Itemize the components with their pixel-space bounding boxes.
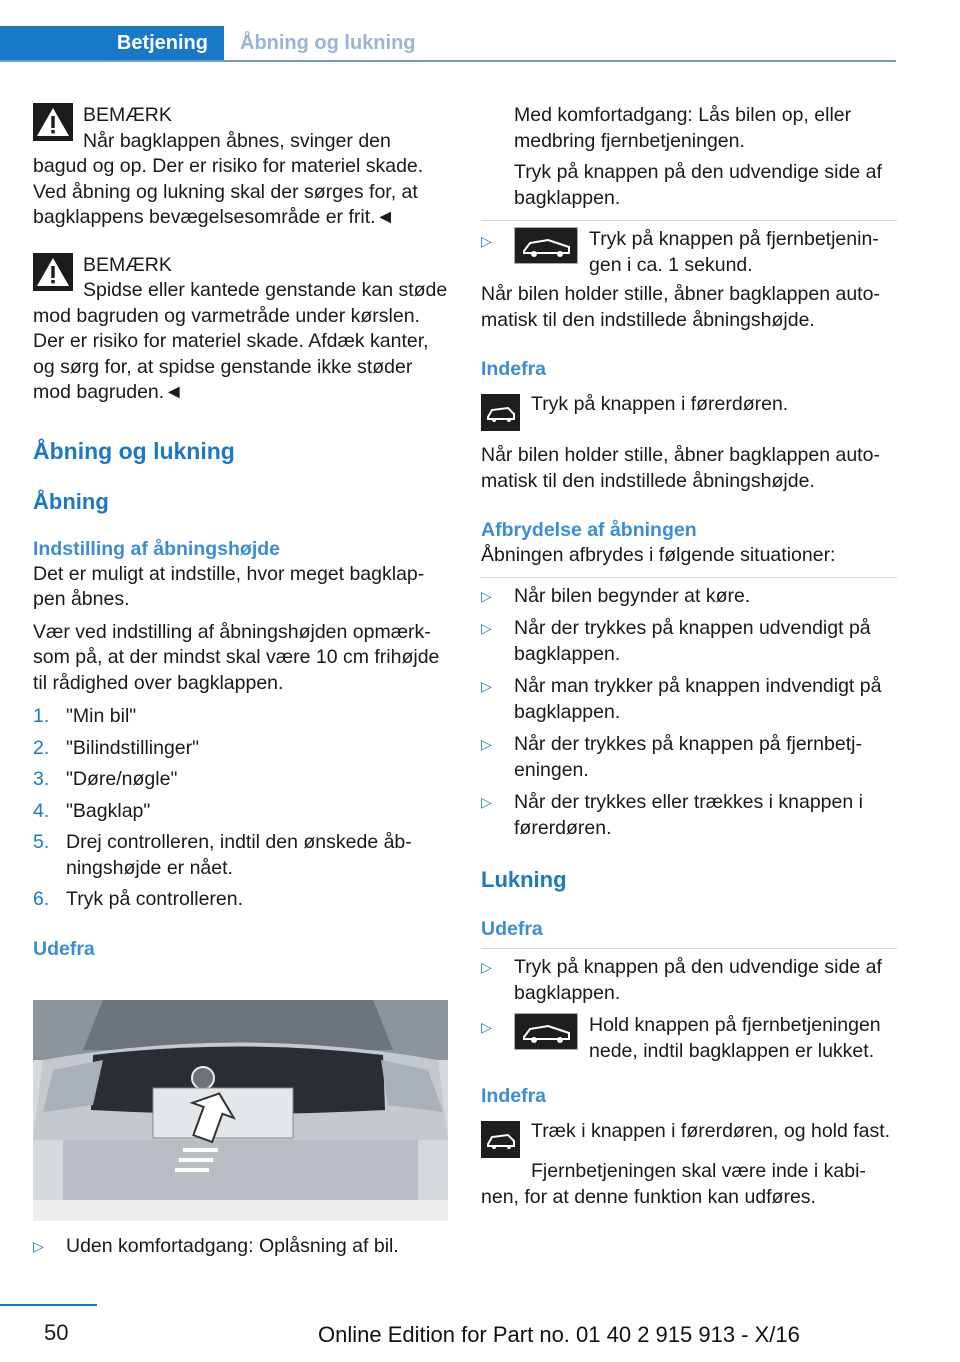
warning-title: BEMÆRK (83, 104, 172, 126)
tab-section-title: Åbning og lukning (240, 32, 416, 54)
door-button-row (481, 1119, 897, 1159)
page-header (0, 26, 896, 62)
tailgate-door-button-icon (481, 1121, 520, 1158)
paragraph: Vær ved indstilling af åbningshøjden opmærk-som på, at der mindst skal være 10 cm frihøjde til rådighed over bagklappen. (33, 620, 440, 694)
section-heading: Åbning og lukning (33, 437, 235, 464)
triangle-bullet-icon: ▷ (481, 678, 492, 694)
footer-rule (0, 1304, 97, 1306)
warning-text: Når bagklappen åbnes, svinger den bagud og op. Der er risiko for materiel skade. Ved åbning og lukning skal der sørges for, at bagklappens bevægelsesområde er frit.◄ (33, 129, 424, 228)
tailgate-door-button-icon (481, 394, 520, 431)
list-item: 2. "Bilindstillinger" (33, 736, 200, 759)
sub-subsection-heading: Udefra (481, 918, 543, 940)
left-bottom-list (33, 1234, 449, 1260)
warning-block-2 (33, 253, 449, 279)
list-item: ▷ Tryk på knappen på den udvendige side af bagklappen. (481, 956, 882, 1004)
subsection-heading: Lukning (481, 867, 567, 892)
paragraph: Fjernbetjeningen skal være inde i kabi-nen, for at denne funktion kan udføres. (481, 1160, 866, 1208)
triangle-bullet-icon: ▷ (481, 587, 492, 604)
numbered-list (33, 704, 449, 913)
divider (481, 577, 897, 578)
list-item: 4. "Bagklap" (33, 799, 151, 822)
list-item: ▷ Hold knappen på fjernbetjeningen nede, indtil bagklappen er lukket. (481, 1014, 881, 1062)
remote-tailgate-icon (514, 1013, 578, 1050)
warning-block-1 (33, 103, 449, 129)
left-column (33, 103, 449, 962)
triangle-bullet-icon: ▷ (481, 233, 492, 249)
list-item: ▷ Når der trykkes på knappen på fjernbetj-eningen. (481, 733, 862, 781)
sub-subsection-heading: Indstilling af åbningshøjde (33, 537, 280, 560)
paragraph: Med komfortadgang: Lås bilen op, eller medbring fjernbetjeningen. (514, 104, 852, 152)
list-item: 1. "Min bil" (33, 705, 137, 727)
list-item: ▷ Tryk på knappen på fjernbetjenin-gen i ca. 1 sekund. (481, 228, 879, 276)
remote-tailgate-icon (514, 227, 578, 264)
warning-triangle-icon (33, 103, 73, 141)
list-item: 6. Tryk på controlleren. (33, 888, 244, 910)
divider (481, 948, 897, 949)
divider (481, 220, 897, 221)
triangle-bullet-icon: ▷ (481, 736, 492, 752)
tailgate-illustration (33, 1000, 448, 1221)
list-item: ▷ Når man trykker på knappen indvendigt på bagklappen. (481, 675, 882, 723)
triangle-bullet-icon: ▷ (33, 1238, 44, 1254)
paragraph: Når bilen holder stille, åbner bagklappen auto-matisk til den indstillede åbningshøjde. (481, 444, 880, 492)
door-button-row (481, 392, 897, 432)
paragraph: Tryk på knappen i førerdøren. (531, 393, 789, 415)
warning-triangle-icon (33, 253, 73, 291)
warning-title: BEMÆRK (83, 253, 172, 276)
triangle-bullet-icon: ▷ (481, 794, 492, 810)
triangle-bullet-icon: ▷ (481, 959, 492, 975)
warning-text: Spidse eller kantede genstande kan støde mod bagruden og varmetråde under kørslen. Der er risiko for materiel skade. Afdæk kanter, og sørg for, at spidse genstande ikke støder mod bagruden.◄ (33, 279, 448, 403)
triangle-bullet-icon: ▷ (481, 620, 492, 636)
paragraph: Tryk på knappen på den udvendige side af bagklappen. (514, 161, 882, 209)
sub-subsection-heading: Afbrydelse af åbningen (481, 519, 697, 541)
paragraph: Træk i knappen i førerdøren, og hold fast. (531, 1120, 891, 1142)
paragraph: Når bilen holder stille, åbner bagklappen auto-matisk til den indstillede åbningshøjde. (481, 283, 880, 331)
subsection-heading: Åbning (33, 488, 109, 514)
sub-subsection-heading: Udefra (33, 937, 95, 960)
paragraph: Det er muligt at indstille, hvor meget bagklap-pen åbnes. (33, 562, 425, 610)
header-rule (0, 60, 896, 62)
page-number: 50 (44, 1320, 69, 1345)
tab-betjening: Betjening (0, 26, 224, 62)
paragraph: Åbningen afbrydes i følgende situationer: (481, 544, 836, 566)
right-column (481, 103, 897, 1210)
list-item: ▷ Når der trykkes på knappen udvendigt på bagklappen. (481, 617, 871, 665)
sub-subsection-heading: Indefra (481, 1085, 547, 1107)
list-item: ▷ Når bilen begynder at køre. (481, 584, 897, 610)
list-item: ▷ Når der trykkes eller trækkes i knappen i førerdøren. (481, 791, 863, 839)
sub-subsection-heading: Indefra (481, 358, 547, 380)
list-item: ▷ Uden komfortadgang: Oplåsning af bil. (33, 1234, 449, 1260)
list-item: 5. Drej controlleren, indtil den ønskede åb-ningshøjde er nået. (33, 831, 412, 879)
triangle-bullet-icon: ▷ (481, 1019, 492, 1035)
list-item: 3. "Døre/nøgle" (33, 768, 178, 790)
edition-footer: Online Edition for Part no. 01 40 2 915 913 - X/16 (318, 1322, 800, 1347)
